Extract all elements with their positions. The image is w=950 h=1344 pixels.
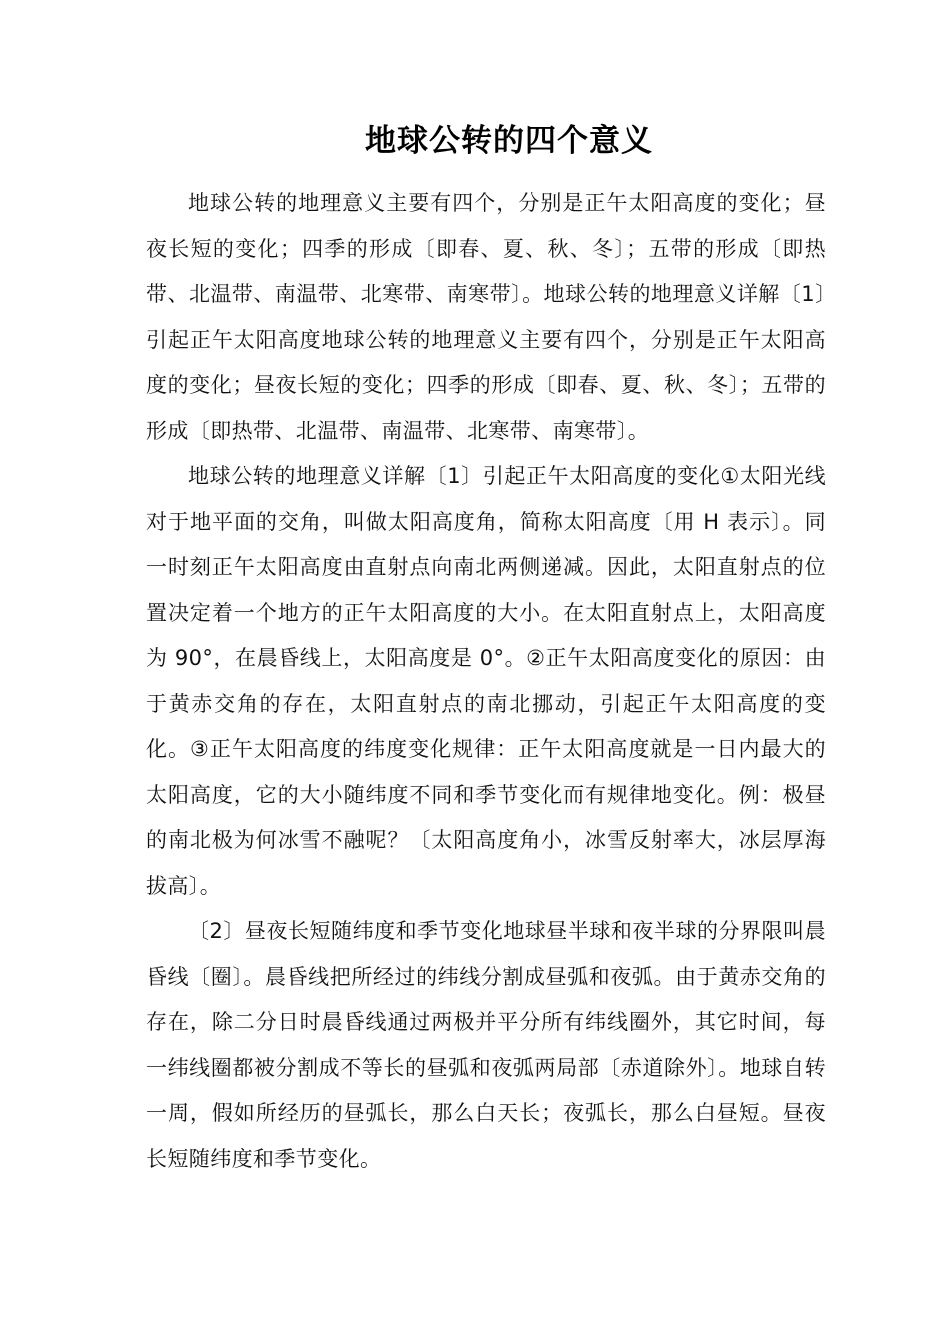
paragraph-intro: 地球公转的地理意义主要有四个，分别是正午太阳高度的变化；昼夜长短的变化；四季的形成〔即春、夏、秋、冬〕；五带的形成〔即热带、北温带、南温带、北寒带、南寒带〕。地球公转的地理意义详解〔1〕引起正午太阳高度地球公转的地理意义主要有四个，分别是正午太阳高度的变化；昼夜长短的变化；四季的形成〔即春、夏、秋、冬〕；五带的形成〔即热带、北温带、南温带、北寒带、南寒带〕。 <box>146 191 826 443</box>
paragraph-solar-altitude: 地球公转的地理意义详解〔1〕引起正午太阳高度的变化①太阳光线对于地平面的交角，叫做太阳高度角，简称太阳高度〔用 H 表示〕。同一时刻正午太阳高度由直射点向南北两侧递减。因此，太阳直射点的位置决定着一个地方的正午太阳高度的大小。在太阳直射点上，太阳高度为 90°，在晨昏线上，太阳高度是 0°。②正午太阳高度变化的原因：由于黄赤交角的存在，太阳直射点的南北挪动，引起正午太阳高度的变化。③正午太阳高度的纬度变化规律：正午太阳高度就是一日内最大的太阳高度，它的大小随纬度不同和季节变化而有规律地变化。例：极昼的南北极为何冰雪不融呢？〔太阳高度角小，冰雪反射率大，冰层厚海拔高〕。 <box>146 464 826 898</box>
document-body <box>146 181 826 1182</box>
paragraph-day-length: 〔2〕昼夜长短随纬度和季节变化地球昼半球和夜半球的分界限叫晨昏线〔圈〕。晨昏线把所经过的纬线分割成昼弧和夜弧。由于黄赤交角的存在，除二分日时晨昏线通过两极并平分所有纬线圈外，其它时间，每一纬线圈都被分割成不等长的昼弧和夜弧两局部〔赤道除外〕。地球自转一周，假如所经历的昼弧长，那么白天长；夜弧长，那么白昼短。昼夜长短随纬度和季节变化。 <box>146 919 826 1171</box>
page-title: 地球公转的四个意义 <box>365 123 653 159</box>
